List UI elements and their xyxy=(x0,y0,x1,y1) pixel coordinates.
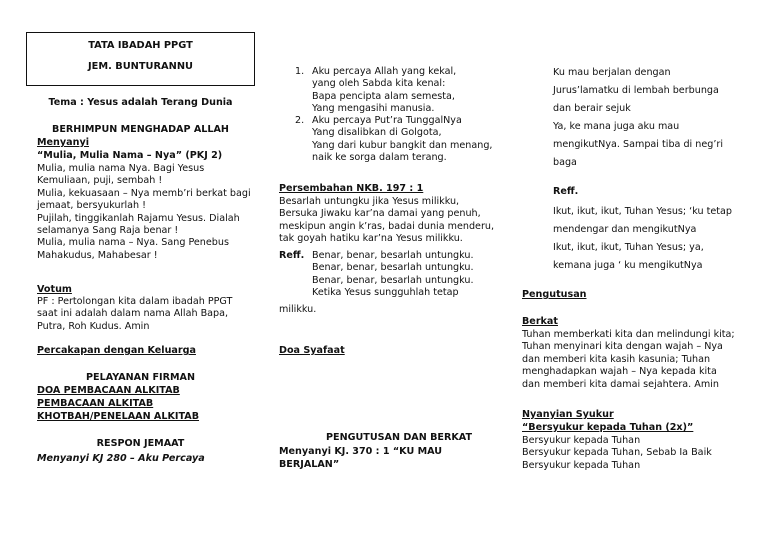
syukur-lyrics xyxy=(522,435,762,472)
creed-line: naik ke sorga dalam terang. xyxy=(312,152,447,164)
lyric-line: Bersyukur kepada Tuhan xyxy=(522,435,641,446)
berkat-line: Tuhan memberkati kita dan melindungi kita; xyxy=(522,329,735,340)
creed-line: Yang mengasihi manusia. xyxy=(312,103,435,115)
berkat-text xyxy=(522,329,762,391)
title-line-1: TATA IBADAH PPGT xyxy=(88,40,193,51)
tema: Tema : Yesus adalah Terang Dunia xyxy=(48,97,233,108)
votum-text xyxy=(37,296,265,333)
heading-berhimpun: BERHIMPUN MENGHADAP ALLAH xyxy=(52,124,229,135)
reff-line: mendengar dan mengikutNya xyxy=(553,224,697,235)
label-menyanyi: Menyanyi xyxy=(37,137,89,148)
lyric-line: tak goyah hatiku kar’na Yesus milikku. xyxy=(279,233,463,245)
song-lyrics-mulia xyxy=(37,163,265,262)
lyric-line: Bersyukur kepada Tuhan, Sebab Ia Baik xyxy=(522,447,712,459)
reff-line: Benar, benar, besarlah untungku. xyxy=(312,262,474,274)
lyric-line: mengikutNya. Sampai tiba di neg’ri xyxy=(553,139,723,150)
lyric-line: Jurus’lamatku di lembah berbunga xyxy=(553,85,719,96)
reff-line: kemana juga ‘ ku mengikutNya xyxy=(553,260,703,271)
heading-doa-syafaat: Doa Syafaat xyxy=(279,345,345,356)
creed-item xyxy=(295,115,525,164)
creed-line: yang oleh Sabda kita kenal: xyxy=(312,78,446,90)
heading-khotbah: KHOTBAH/PENELAAN ALKITAB xyxy=(37,411,200,422)
song-title-mulia: “Mulia, Mulia Nama – Nya” (PKJ 2) xyxy=(37,150,223,161)
kumau-lyrics xyxy=(553,64,763,172)
heading-pembacaan: PEMBACAAN ALKITAB xyxy=(37,398,154,409)
lyric-line: Mahakudus, Mahabesar ! xyxy=(37,249,158,261)
heading-doa-pembacaan: DOA PEMBACAAN ALKITAB xyxy=(37,385,180,396)
lyric-line: meskipun angin k’ras, badai dunia menderu, xyxy=(279,220,495,232)
lyric-line: Ya, ke mana juga aku mau xyxy=(553,121,680,132)
berkat-line: Tuhan menyinari kita dengan wajah – Nya xyxy=(522,341,723,353)
creed-item xyxy=(295,66,525,115)
respon-song: Menyanyi KJ 280 – Aku Percaya xyxy=(37,453,205,464)
lyric-line: Mulia, mulia nama Nya. Bagi Yesus xyxy=(37,163,205,174)
heading-pelayanan: PELAYANAN FIRMAN xyxy=(86,372,195,383)
lyric-line: Bersuka Jiwaku kar’na damai yang penuh, xyxy=(279,208,481,220)
heading-persembahan: Persembahan NKB. 197 : 1 xyxy=(279,183,424,194)
creed-line: Aku percaya Put’ra TunggalNya xyxy=(312,115,462,126)
lyric-line: Mulia, mulia nama – Nya. Sang Penebus xyxy=(37,237,229,249)
bersyukur-title: “Bersyukur kepada Tuhan (2x)” xyxy=(522,422,694,433)
heading-pengutusan-berkat: PENGUTUSAN DAN BERKAT xyxy=(326,432,472,443)
reff-end: milikku. xyxy=(279,304,317,315)
lyric-line: Kemuliaan, puji, sembah ! xyxy=(37,175,163,187)
reff-line: Ikut, ikut, ikut, Tuhan Yesus; ‘ku tetap xyxy=(553,206,733,217)
reff-lyrics-col3 xyxy=(553,203,763,275)
berkat-line: menghadapkan wajah – Nya kepada kita xyxy=(522,366,717,378)
lyric-line: jemaat, bersyukurlah ! xyxy=(37,200,147,212)
lyric-line: Besarlah untungku jika Yesus milikku, xyxy=(279,196,460,207)
lyric-line: Bersyukur kepada Tuhan xyxy=(522,459,641,471)
heading-nyanyian-syukur: Nyanyian Syukur xyxy=(522,409,614,420)
heading-respon: RESPON JEMAAT xyxy=(96,438,185,449)
menyanyi-kj370-cont: BERJALAN” xyxy=(279,459,340,470)
creed-line: Bapa pencipta alam semesta, xyxy=(312,90,455,102)
reff-line: Ketika Yesus sungguhlah tetap xyxy=(312,287,459,299)
creed-number: 1. xyxy=(295,66,305,77)
votum-line: PF : Pertolongan kita dalam ibadah PPGT xyxy=(37,296,233,307)
title-line-2: JEM. BUNTURANNU xyxy=(88,61,193,72)
berkat-line: dan memberi kita damai sejahtera. Amin xyxy=(522,378,719,390)
reff-line: Ikut, ikut, ikut, Tuhan Yesus; ya, xyxy=(553,242,704,253)
lyric-line: Pujilah, tinggikanlah Rajamu Yesus. Dialah xyxy=(37,212,240,224)
heading-berkat: Berkat xyxy=(522,316,558,327)
reff-line: Benar, benar, besarlah untungku. xyxy=(312,274,474,286)
lyric-line: dan berair sejuk xyxy=(553,103,631,114)
votum-line: Putra, Roh Kudus. Amin xyxy=(37,320,150,332)
reff-label-col3: Reff. xyxy=(553,186,579,197)
heading-pengutusan: Pengutusan xyxy=(522,289,587,300)
creed-line: Aku percaya Allah yang kekal, xyxy=(312,66,457,77)
persembahan-lyrics xyxy=(279,196,519,246)
lyric-line: Ku mau berjalan dengan xyxy=(553,67,671,78)
votum-line: saat ini adalah dalam nama Allah Bapa, xyxy=(37,308,229,320)
menyanyi-kj370: Menyanyi KJ. 370 : 1 “KU MAU xyxy=(279,446,443,457)
title-box xyxy=(26,32,255,86)
creed-line: Yang disalibkan di Golgota, xyxy=(312,127,442,139)
berkat-line: dan memberi kita kasih kasunia; Tuhan xyxy=(522,353,711,365)
heading-percakapan: Percakapan dengan Keluarga xyxy=(37,345,196,356)
creed-number: 2. xyxy=(295,115,305,126)
lyric-line: baga xyxy=(553,157,577,168)
lyric-line: Mulia, kekuasaan – Nya memb’ri berkat bagi xyxy=(37,187,251,199)
lyric-line: selamanya Sang Raja benar ! xyxy=(37,225,179,237)
creed-line: Yang dari kubur bangkit dan menang, xyxy=(312,139,493,151)
reff-label: Reff. xyxy=(279,250,305,261)
label-votum: Votum xyxy=(37,284,72,295)
creed-list xyxy=(295,66,525,164)
reff-line: Benar, benar, besarlah untungku. xyxy=(312,250,474,261)
